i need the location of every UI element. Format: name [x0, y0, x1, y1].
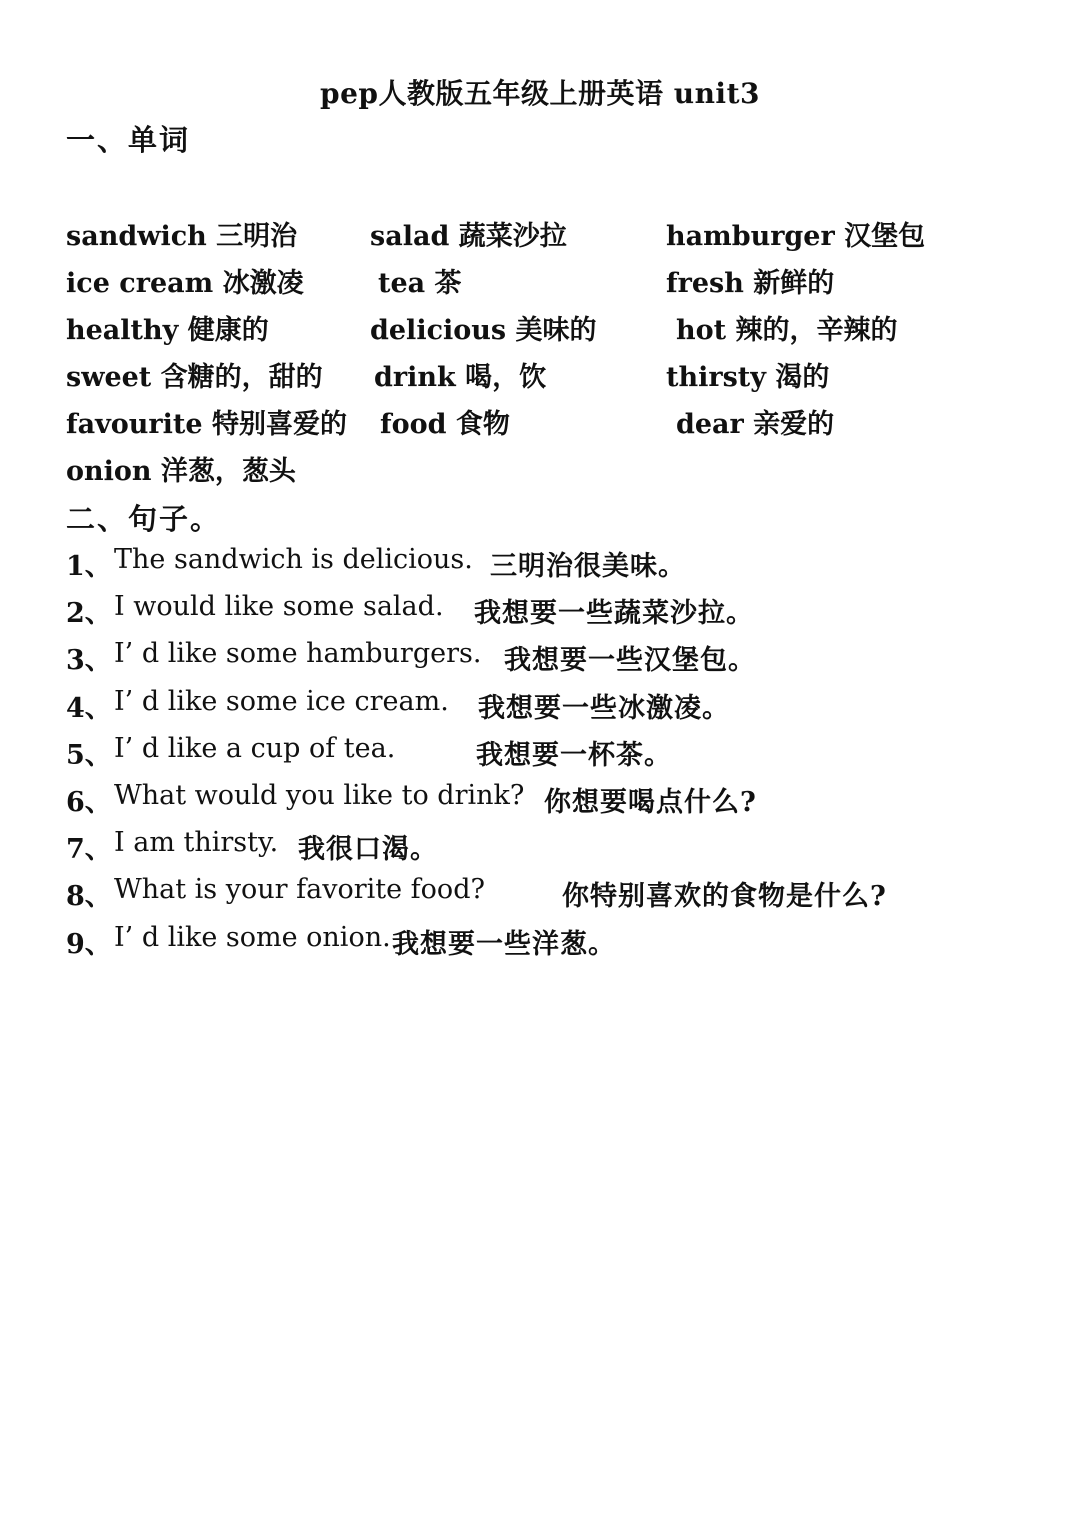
sentence-chinese: 你特别喜欢的食物是什么?: [562, 881, 887, 912]
vocab-entry: sweet 含糖的，甜的: [66, 362, 323, 393]
vocab-entry: ice cream 冰激凌: [66, 268, 304, 299]
sentence-english: I’ d like some hamburgers.: [114, 638, 482, 669]
sentence-english: I would like some salad.: [114, 591, 444, 622]
sentence-number: 6、: [66, 787, 112, 818]
sentence-chinese: 我想要一杯茶。: [476, 740, 672, 771]
sentence-chinese: 我想要一些蔬菜沙拉。: [474, 598, 754, 629]
sentence-number: 4、: [66, 693, 112, 724]
page-title: pep人教版五年级上册英语 unit3: [320, 77, 760, 110]
sentence-row: [66, 544, 1066, 584]
vocab-entry: drink 喝，饮: [374, 362, 547, 393]
sentence-row: [66, 591, 1066, 631]
sentence-number: 5、: [66, 740, 112, 771]
sentence-chinese: 三明治很美味。: [490, 551, 686, 582]
sentence-number: 3、: [66, 645, 112, 676]
sentence-row: [66, 638, 1066, 678]
vocab-entry: delicious 美味的: [370, 315, 597, 346]
vocab-entry: fresh 新鲜的: [666, 268, 835, 299]
vocab-entry: thirsty 渴的: [666, 362, 830, 393]
sentence-english: I am thirsty.: [114, 827, 279, 858]
sentence-number: 9、: [66, 929, 112, 960]
vocab-entry: healthy 健康的: [66, 315, 269, 346]
vocab-row: [0, 214, 1080, 254]
vocab-entry: hamburger 汉堡包: [666, 221, 926, 252]
vocab-row: [0, 355, 1080, 395]
sentence-english: What would you like to drink?: [114, 780, 525, 811]
sentence-chinese: 你想要喝点什么?: [544, 787, 757, 818]
vocab-entry: salad 蔬菜沙拉: [370, 221, 567, 252]
sentence-row: [66, 686, 1066, 726]
sentence-chinese: 我很口渴。: [298, 834, 438, 865]
vocab-entry: hot 辣的，辛辣的: [676, 315, 898, 346]
sentence-english: I’ d like a cup of tea.: [114, 733, 396, 764]
vocab-row: [0, 402, 1080, 442]
sentence-chinese: 我想要一些洋葱。: [392, 929, 616, 960]
vocab-entry: favourite 特别喜爱的: [66, 409, 347, 440]
sentence-english: What is your favorite food?: [114, 874, 485, 905]
sentence-number: 8、: [66, 881, 112, 912]
sentence-chinese: 我想要一些冰激凌。: [478, 693, 730, 724]
sentence-row: [66, 874, 1066, 914]
sentence-number: 2、: [66, 598, 112, 629]
sentence-english: I’ d like some onion.: [114, 922, 391, 953]
sentence-row: [66, 827, 1066, 867]
sentence-english: The sandwich is delicious.: [114, 544, 473, 575]
sentence-row: [66, 780, 1066, 820]
section-heading-sentences: 二、句子。: [66, 502, 222, 536]
vocab-entry: dear 亲爱的: [676, 409, 835, 440]
vocab-entry: onion 洋葱，葱头: [66, 456, 296, 487]
vocab-entry: sandwich 三明治: [66, 221, 298, 252]
sentence-row: [66, 733, 1066, 773]
vocab-entry: tea 茶: [378, 268, 462, 299]
sentence-number: 7、: [66, 834, 112, 865]
vocab-row: [0, 449, 1080, 489]
vocab-row: [0, 308, 1080, 348]
sentence-chinese: 我想要一些汉堡包。: [504, 645, 756, 676]
vocab-entry: food 食物: [380, 409, 510, 440]
sentence-number: 1、: [66, 551, 112, 582]
vocab-row: [0, 261, 1080, 301]
sentence-english: I’ d like some ice cream.: [114, 686, 449, 717]
sentence-row: [66, 922, 1066, 962]
section-heading-vocabulary: 一、单词: [66, 123, 191, 157]
